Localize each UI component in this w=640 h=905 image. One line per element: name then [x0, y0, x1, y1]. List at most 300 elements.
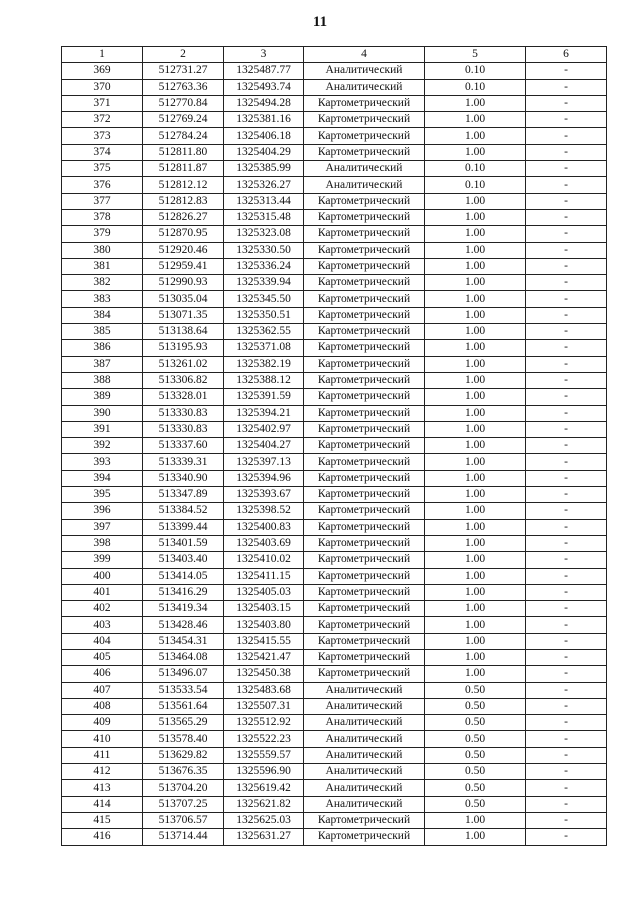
note-cell: -	[526, 487, 607, 503]
point-number-cell: 373	[62, 128, 143, 144]
accuracy-cell: 1.00	[425, 421, 526, 437]
accuracy-cell: 0.10	[425, 63, 526, 79]
y-coordinate-cell: 1325406.18	[224, 128, 304, 144]
point-number-cell: 414	[62, 796, 143, 812]
table-row	[62, 226, 607, 242]
method-cell: Картометрический	[304, 95, 425, 111]
x-coordinate-cell: 513399.44	[143, 519, 224, 535]
y-coordinate-cell: 1325388.12	[224, 372, 304, 388]
point-number-cell: 376	[62, 177, 143, 193]
table-row	[62, 731, 607, 747]
accuracy-cell: 1.00	[425, 584, 526, 600]
method-cell: Картометрический	[304, 307, 425, 323]
method-cell: Аналитический	[304, 177, 425, 193]
y-coordinate-cell: 1325330.50	[224, 242, 304, 258]
y-coordinate-cell: 1325487.77	[224, 63, 304, 79]
note-cell: -	[526, 682, 607, 698]
method-cell: Картометрический	[304, 226, 425, 242]
point-number-cell: 370	[62, 79, 143, 95]
y-coordinate-cell: 1325415.55	[224, 633, 304, 649]
y-coordinate-cell: 1325411.15	[224, 568, 304, 584]
point-number-cell: 403	[62, 617, 143, 633]
note-cell: -	[526, 503, 607, 519]
note-cell: -	[526, 666, 607, 682]
method-cell: Картометрический	[304, 324, 425, 340]
method-cell: Картометрический	[304, 454, 425, 470]
point-number-cell: 406	[62, 666, 143, 682]
point-number-cell: 396	[62, 503, 143, 519]
table-row	[62, 682, 607, 698]
note-cell: -	[526, 128, 607, 144]
accuracy-cell: 1.00	[425, 242, 526, 258]
x-coordinate-cell: 513384.52	[143, 503, 224, 519]
point-number-cell: 397	[62, 519, 143, 535]
note-cell: -	[526, 812, 607, 828]
table-row	[62, 552, 607, 568]
table-row	[62, 535, 607, 551]
x-coordinate-cell: 512959.41	[143, 258, 224, 274]
method-cell: Картометрический	[304, 535, 425, 551]
x-coordinate-cell: 513330.83	[143, 421, 224, 437]
table-row	[62, 666, 607, 682]
table-row	[62, 796, 607, 812]
accuracy-cell: 1.00	[425, 454, 526, 470]
point-number-cell: 398	[62, 535, 143, 551]
accuracy-cell: 1.00	[425, 291, 526, 307]
point-number-cell: 382	[62, 275, 143, 291]
accuracy-cell: 1.00	[425, 340, 526, 356]
table-row	[62, 503, 607, 519]
accuracy-cell: 1.00	[425, 356, 526, 372]
x-coordinate-cell: 513403.40	[143, 552, 224, 568]
y-coordinate-cell: 1325382.19	[224, 356, 304, 372]
x-coordinate-cell: 513340.90	[143, 470, 224, 486]
accuracy-cell: 1.00	[425, 128, 526, 144]
note-cell: -	[526, 764, 607, 780]
page-number: 11	[312, 14, 328, 30]
table-row	[62, 617, 607, 633]
note-cell: -	[526, 780, 607, 796]
y-coordinate-cell: 1325450.38	[224, 666, 304, 682]
table-row	[62, 470, 607, 486]
method-cell: Картометрический	[304, 633, 425, 649]
note-cell: -	[526, 829, 607, 845]
method-cell: Аналитический	[304, 747, 425, 763]
column-header: 2	[143, 47, 224, 63]
point-number-cell: 383	[62, 291, 143, 307]
x-coordinate-cell: 513328.01	[143, 389, 224, 405]
y-coordinate-cell: 1325512.92	[224, 715, 304, 731]
y-coordinate-cell: 1325522.23	[224, 731, 304, 747]
method-cell: Картометрический	[304, 193, 425, 209]
table-row	[62, 487, 607, 503]
accuracy-cell: 1.00	[425, 568, 526, 584]
y-coordinate-cell: 1325404.29	[224, 144, 304, 160]
method-cell: Аналитический	[304, 764, 425, 780]
table-row	[62, 63, 607, 79]
table-row	[62, 601, 607, 617]
column-header: 5	[425, 47, 526, 63]
point-number-cell: 369	[62, 63, 143, 79]
y-coordinate-cell: 1325393.67	[224, 487, 304, 503]
note-cell: -	[526, 535, 607, 551]
note-cell: -	[526, 144, 607, 160]
table-row	[62, 829, 607, 845]
y-coordinate-cell: 1325385.99	[224, 161, 304, 177]
y-coordinate-cell: 1325621.82	[224, 796, 304, 812]
note-cell: -	[526, 389, 607, 405]
point-number-cell: 393	[62, 454, 143, 470]
table-row	[62, 307, 607, 323]
x-coordinate-cell: 513261.02	[143, 356, 224, 372]
note-cell: -	[526, 584, 607, 600]
accuracy-cell: 1.00	[425, 226, 526, 242]
point-number-cell: 394	[62, 470, 143, 486]
table-row	[62, 258, 607, 274]
accuracy-cell: 1.00	[425, 617, 526, 633]
note-cell: -	[526, 177, 607, 193]
accuracy-cell: 1.00	[425, 307, 526, 323]
note-cell: -	[526, 356, 607, 372]
method-cell: Картометрический	[304, 258, 425, 274]
y-coordinate-cell: 1325405.03	[224, 584, 304, 600]
x-coordinate-cell: 513707.25	[143, 796, 224, 812]
note-cell: -	[526, 79, 607, 95]
note-cell: -	[526, 324, 607, 340]
x-coordinate-cell: 513419.34	[143, 601, 224, 617]
accuracy-cell: 1.00	[425, 95, 526, 111]
x-coordinate-cell: 512812.12	[143, 177, 224, 193]
method-cell: Аналитический	[304, 682, 425, 698]
y-coordinate-cell: 1325398.52	[224, 503, 304, 519]
note-cell: -	[526, 470, 607, 486]
y-coordinate-cell: 1325421.47	[224, 649, 304, 665]
accuracy-cell: 1.00	[425, 209, 526, 225]
method-cell: Аналитический	[304, 715, 425, 731]
note-cell: -	[526, 438, 607, 454]
x-coordinate-cell: 513714.44	[143, 829, 224, 845]
table-row	[62, 324, 607, 340]
table-row	[62, 161, 607, 177]
y-coordinate-cell: 1325400.83	[224, 519, 304, 535]
column-header: 4	[304, 47, 425, 63]
accuracy-cell: 1.00	[425, 112, 526, 128]
note-cell: -	[526, 698, 607, 714]
method-cell: Аналитический	[304, 796, 425, 812]
note-cell: -	[526, 747, 607, 763]
x-coordinate-cell: 513330.83	[143, 405, 224, 421]
point-number-cell: 405	[62, 649, 143, 665]
y-coordinate-cell: 1325394.96	[224, 470, 304, 486]
accuracy-cell: 1.00	[425, 372, 526, 388]
x-coordinate-cell: 513565.29	[143, 715, 224, 731]
table-row	[62, 291, 607, 307]
accuracy-cell: 1.00	[425, 405, 526, 421]
y-coordinate-cell: 1325345.50	[224, 291, 304, 307]
note-cell: -	[526, 715, 607, 731]
x-coordinate-cell: 513428.46	[143, 617, 224, 633]
column-header: 1	[62, 47, 143, 63]
y-coordinate-cell: 1325381.16	[224, 112, 304, 128]
note-cell: -	[526, 242, 607, 258]
note-cell: -	[526, 568, 607, 584]
point-number-cell: 412	[62, 764, 143, 780]
x-coordinate-cell: 513561.64	[143, 698, 224, 714]
table-body	[62, 63, 607, 845]
y-coordinate-cell: 1325402.97	[224, 421, 304, 437]
table-row	[62, 144, 607, 160]
point-number-cell: 372	[62, 112, 143, 128]
y-coordinate-cell: 1325397.13	[224, 454, 304, 470]
point-number-cell: 388	[62, 372, 143, 388]
x-coordinate-cell: 513414.05	[143, 568, 224, 584]
x-coordinate-cell: 513706.57	[143, 812, 224, 828]
table-row	[62, 568, 607, 584]
x-coordinate-cell: 513195.93	[143, 340, 224, 356]
table-row	[62, 128, 607, 144]
table-row	[62, 356, 607, 372]
x-coordinate-cell: 513464.08	[143, 649, 224, 665]
note-cell: -	[526, 552, 607, 568]
accuracy-cell: 1.00	[425, 438, 526, 454]
method-cell: Картометрический	[304, 601, 425, 617]
y-coordinate-cell: 1325391.59	[224, 389, 304, 405]
point-number-cell: 374	[62, 144, 143, 160]
table-row	[62, 275, 607, 291]
x-coordinate-cell: 512826.27	[143, 209, 224, 225]
x-coordinate-cell: 512763.36	[143, 79, 224, 95]
point-number-cell: 411	[62, 747, 143, 763]
note-cell: -	[526, 519, 607, 535]
y-coordinate-cell: 1325559.57	[224, 747, 304, 763]
y-coordinate-cell: 1325403.69	[224, 535, 304, 551]
table-row	[62, 698, 607, 714]
x-coordinate-cell: 513578.40	[143, 731, 224, 747]
method-cell: Картометрический	[304, 649, 425, 665]
method-cell: Картометрический	[304, 421, 425, 437]
x-coordinate-cell: 512784.24	[143, 128, 224, 144]
accuracy-cell: 0.50	[425, 764, 526, 780]
accuracy-cell: 1.00	[425, 144, 526, 160]
method-cell: Картометрический	[304, 568, 425, 584]
accuracy-cell: 1.00	[425, 812, 526, 828]
x-coordinate-cell: 513496.07	[143, 666, 224, 682]
x-coordinate-cell: 512990.93	[143, 275, 224, 291]
y-coordinate-cell: 1325619.42	[224, 780, 304, 796]
x-coordinate-cell: 513339.31	[143, 454, 224, 470]
method-cell: Картометрический	[304, 144, 425, 160]
note-cell: -	[526, 649, 607, 665]
point-number-cell: 371	[62, 95, 143, 111]
accuracy-cell: 0.10	[425, 161, 526, 177]
x-coordinate-cell: 512812.83	[143, 193, 224, 209]
method-cell: Картометрический	[304, 405, 425, 421]
column-header: 3	[224, 47, 304, 63]
note-cell: -	[526, 161, 607, 177]
accuracy-cell: 1.00	[425, 649, 526, 665]
method-cell: Картометрический	[304, 438, 425, 454]
accuracy-cell: 1.00	[425, 275, 526, 291]
x-coordinate-cell: 513138.64	[143, 324, 224, 340]
table-row	[62, 209, 607, 225]
accuracy-cell: 0.10	[425, 177, 526, 193]
x-coordinate-cell: 513454.31	[143, 633, 224, 649]
method-cell: Картометрический	[304, 128, 425, 144]
y-coordinate-cell: 1325315.48	[224, 209, 304, 225]
y-coordinate-cell: 1325313.44	[224, 193, 304, 209]
note-cell: -	[526, 291, 607, 307]
note-cell: -	[526, 796, 607, 812]
x-coordinate-cell: 513629.82	[143, 747, 224, 763]
y-coordinate-cell: 1325625.03	[224, 812, 304, 828]
table-row	[62, 633, 607, 649]
note-cell: -	[526, 731, 607, 747]
note-cell: -	[526, 340, 607, 356]
accuracy-cell: 0.50	[425, 747, 526, 763]
accuracy-cell: 1.00	[425, 829, 526, 845]
x-coordinate-cell: 513416.29	[143, 584, 224, 600]
x-coordinate-cell: 513306.82	[143, 372, 224, 388]
table-row	[62, 519, 607, 535]
column-header: 6	[526, 47, 607, 63]
y-coordinate-cell: 1325631.27	[224, 829, 304, 845]
method-cell: Картометрический	[304, 487, 425, 503]
method-cell: Картометрический	[304, 829, 425, 845]
method-cell: Аналитический	[304, 63, 425, 79]
table-row	[62, 340, 607, 356]
method-cell: Картометрический	[304, 242, 425, 258]
point-number-cell: 379	[62, 226, 143, 242]
method-cell: Картометрический	[304, 275, 425, 291]
x-coordinate-cell: 513704.20	[143, 780, 224, 796]
point-number-cell: 390	[62, 405, 143, 421]
y-coordinate-cell: 1325336.24	[224, 258, 304, 274]
y-coordinate-cell: 1325410.02	[224, 552, 304, 568]
accuracy-cell: 1.00	[425, 633, 526, 649]
x-coordinate-cell: 512770.84	[143, 95, 224, 111]
x-coordinate-cell: 513071.35	[143, 307, 224, 323]
y-coordinate-cell: 1325362.55	[224, 324, 304, 340]
note-cell: -	[526, 112, 607, 128]
table-row	[62, 177, 607, 193]
accuracy-cell: 1.00	[425, 535, 526, 551]
point-number-cell: 380	[62, 242, 143, 258]
table-row	[62, 649, 607, 665]
note-cell: -	[526, 617, 607, 633]
y-coordinate-cell: 1325403.15	[224, 601, 304, 617]
point-number-cell: 399	[62, 552, 143, 568]
point-number-cell: 409	[62, 715, 143, 731]
method-cell: Картометрический	[304, 503, 425, 519]
accuracy-cell: 0.50	[425, 780, 526, 796]
table-row	[62, 421, 607, 437]
accuracy-cell: 1.00	[425, 258, 526, 274]
point-number-cell: 375	[62, 161, 143, 177]
point-number-cell: 400	[62, 568, 143, 584]
note-cell: -	[526, 421, 607, 437]
point-number-cell: 391	[62, 421, 143, 437]
point-number-cell: 378	[62, 209, 143, 225]
method-cell: Картометрический	[304, 356, 425, 372]
x-coordinate-cell: 513337.60	[143, 438, 224, 454]
table-row	[62, 95, 607, 111]
accuracy-cell: 1.00	[425, 389, 526, 405]
method-cell: Картометрический	[304, 552, 425, 568]
y-coordinate-cell: 1325339.94	[224, 275, 304, 291]
y-coordinate-cell: 1325403.80	[224, 617, 304, 633]
table-row	[62, 584, 607, 600]
method-cell: Картометрический	[304, 389, 425, 405]
point-number-cell: 389	[62, 389, 143, 405]
accuracy-cell: 1.00	[425, 324, 526, 340]
point-number-cell: 413	[62, 780, 143, 796]
y-coordinate-cell: 1325394.21	[224, 405, 304, 421]
note-cell: -	[526, 209, 607, 225]
accuracy-cell: 0.50	[425, 731, 526, 747]
table-row	[62, 812, 607, 828]
y-coordinate-cell: 1325483.68	[224, 682, 304, 698]
table-row	[62, 79, 607, 95]
table-row	[62, 715, 607, 731]
note-cell: -	[526, 307, 607, 323]
method-cell: Картометрический	[304, 340, 425, 356]
point-number-cell: 401	[62, 584, 143, 600]
accuracy-cell: 1.00	[425, 487, 526, 503]
note-cell: -	[526, 405, 607, 421]
x-coordinate-cell: 512769.24	[143, 112, 224, 128]
accuracy-cell: 1.00	[425, 503, 526, 519]
accuracy-cell: 1.00	[425, 666, 526, 682]
y-coordinate-cell: 1325326.27	[224, 177, 304, 193]
note-cell: -	[526, 633, 607, 649]
method-cell: Картометрический	[304, 112, 425, 128]
table-row	[62, 405, 607, 421]
method-cell: Аналитический	[304, 698, 425, 714]
note-cell: -	[526, 226, 607, 242]
x-coordinate-cell: 513533.54	[143, 682, 224, 698]
table-row	[62, 389, 607, 405]
point-number-cell: 395	[62, 487, 143, 503]
accuracy-cell: 0.50	[425, 698, 526, 714]
y-coordinate-cell: 1325404.27	[224, 438, 304, 454]
table-row	[62, 242, 607, 258]
method-cell: Картометрический	[304, 291, 425, 307]
x-coordinate-cell: 512811.87	[143, 161, 224, 177]
y-coordinate-cell: 1325323.08	[224, 226, 304, 242]
accuracy-cell: 1.00	[425, 193, 526, 209]
method-cell: Аналитический	[304, 161, 425, 177]
note-cell: -	[526, 258, 607, 274]
table-row	[62, 438, 607, 454]
method-cell: Картометрический	[304, 470, 425, 486]
note-cell: -	[526, 275, 607, 291]
note-cell: -	[526, 63, 607, 79]
point-number-cell: 416	[62, 829, 143, 845]
point-number-cell: 386	[62, 340, 143, 356]
table-row	[62, 193, 607, 209]
method-cell: Картометрический	[304, 209, 425, 225]
accuracy-cell: 1.00	[425, 552, 526, 568]
method-cell: Картометрический	[304, 519, 425, 535]
x-coordinate-cell: 513401.59	[143, 535, 224, 551]
table-row	[62, 454, 607, 470]
note-cell: -	[526, 372, 607, 388]
x-coordinate-cell: 512731.27	[143, 63, 224, 79]
point-number-cell: 381	[62, 258, 143, 274]
point-number-cell: 377	[62, 193, 143, 209]
y-coordinate-cell: 1325507.31	[224, 698, 304, 714]
note-cell: -	[526, 95, 607, 111]
